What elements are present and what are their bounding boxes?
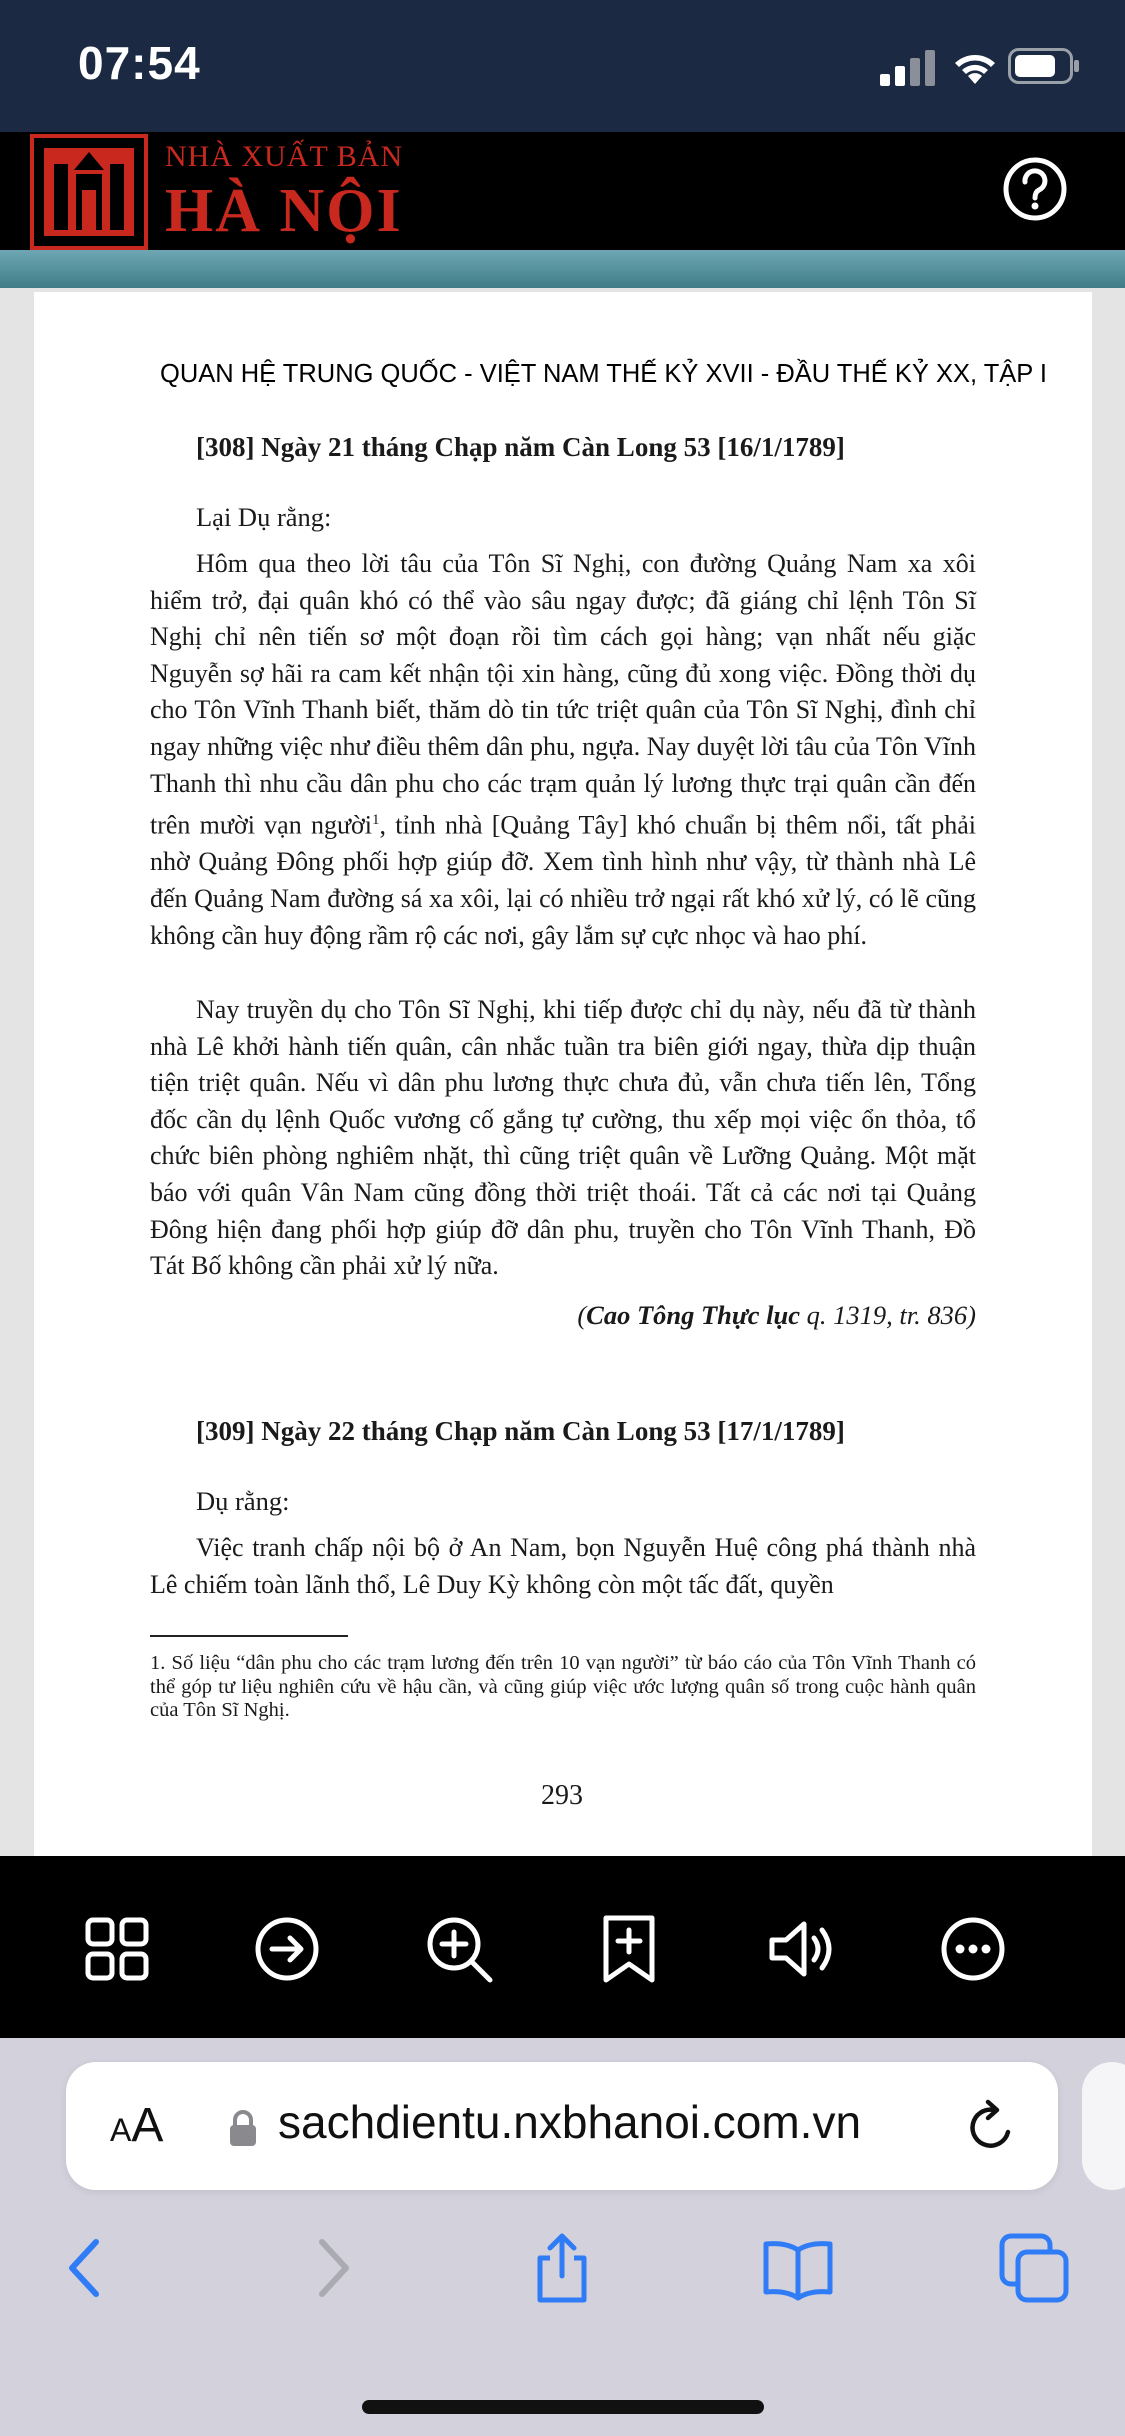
section-lead: Lại Dụ rằng: bbox=[196, 502, 332, 532]
url-text[interactable]: sachdientu.nxbhanoi.com.vn bbox=[278, 2096, 862, 2148]
tabs-icon[interactable] bbox=[998, 2232, 1070, 2304]
back-icon[interactable] bbox=[52, 2232, 124, 2304]
audio-icon[interactable] bbox=[764, 1912, 838, 1986]
bookmarks-icon[interactable] bbox=[762, 2232, 834, 2304]
section-paragraph bbox=[150, 546, 976, 954]
aa-big: A bbox=[131, 2099, 164, 2152]
reader-settings-button[interactable] bbox=[110, 2098, 163, 2153]
cellular-signal-icon bbox=[880, 50, 936, 86]
section-lead: Dụ rằng: bbox=[196, 1486, 290, 1516]
section-paragraph: Việc tranh chấp nội bộ ở An Nam, bọn Nguyễn Huệ công phá thành nhà Lê chiếm toàn lãnh thổ, Lê Duy Kỳ không còn một tấc đất, quyền bbox=[150, 1533, 976, 1599]
page-number: 293 bbox=[541, 1780, 583, 1811]
header-divider bbox=[0, 250, 1125, 288]
more-icon[interactable] bbox=[936, 1912, 1010, 1986]
goto-page-icon[interactable] bbox=[250, 1912, 324, 1986]
section-title: [308] Ngày 21 tháng Chạp năm Càn Long 53 [16/1/1789] bbox=[196, 432, 845, 462]
footnote-divider bbox=[150, 1635, 348, 1637]
section-paragraph: Nay truyền dụ cho Tôn Sĩ Nghị, khi tiếp được chỉ dụ này, nếu đã từ thành nhà Lê khởi hành tiến quân, cân nhắc tuần tra biên giới ngay, thừa dịp thuận tiện triệt quân. Nếu vì dân phu lương thực chưa đủ, vẫn chưa tiến lên, Tổng đốc cần dụ lệnh Quốc vương cố gắng tự cường, thu xếp mọi việc ổn thỏa, tổ chức biên phòng nghiêm nhặt, thì cũng triệt quân về Lưỡng Quảng. Một mặt báo với quân Vân Nam cũng đồng thời triệt thoái. Tất cả các nơi tại Quảng Đông hiện đang phối hợp giúp đỡ dân phu, truyền cho Tôn Vĩnh Thanh, Đồ Tát Bố không cần phải xử lý nữa. bbox=[150, 995, 976, 1281]
citation bbox=[150, 1300, 976, 1331]
next-tab-preview[interactable] bbox=[1082, 2062, 1125, 2190]
battery-icon bbox=[1008, 48, 1080, 84]
reload-icon[interactable] bbox=[964, 2096, 1020, 2156]
citation-paren: ( bbox=[577, 1300, 587, 1330]
paragraph-text: , tỉnh nhà [Quảng Tây] khó chuẩn bị thêm nổi, tất phải nhờ Quảng Đông phối hợp giúp đỡ. Xem tình hình như vậy, từ thành nhà Lê đến Quảng Nam đường sá xa xôi, lại có nhiều trở ngại rất khó xử lý, có lẽ cũng không cần huy động rầm rộ các nơi, gây lắm sự cực nhọc và hao phí. bbox=[150, 810, 976, 950]
citation-detail: q. 1319, tr. 836) bbox=[800, 1300, 976, 1330]
publisher-name-small: NHÀ XUẤT BẢN bbox=[165, 140, 404, 173]
status-time: 07:54 bbox=[78, 37, 201, 89]
zoom-in-icon[interactable] bbox=[422, 1912, 496, 1986]
paragraph-text: Hôm qua theo lời tâu của Tôn Sĩ Nghị, con đường Quảng Nam xa xôi hiểm trở, đại quân khó có thể vào sâu ngay được; đã giáng chỉ lệnh Tôn Sĩ Nghị chỉ nên tiến sơ một đoạn rồi tìm cách gọi hàng; vạn nhất nếu giặc Nguyễn sợ hãi ra cam kết nhận tội xin hàng, cũng đủ xong việc. Đồng thời dụ cho Tôn Vĩnh Thanh biết, thăm dò tin tức triệt quân của Tôn Sĩ Nghị, đình chỉ ngay những việc như điều thêm dân phu, ngựa. Nay duyệt lời tâu của Tôn Vĩnh Thanh thì nhu cầu dân phu cho các trạm quản lý lương thực trại quân cần đến trên mười vạn người bbox=[150, 549, 976, 840]
publisher-logo-icon bbox=[30, 134, 148, 250]
section-title: [309] Ngày 22 tháng Chạp năm Càn Long 53 [17/1/1789] bbox=[196, 1416, 845, 1446]
forward-icon bbox=[294, 2232, 366, 2304]
running-head: QUAN HỆ TRUNG QUỐC - VIỆT NAM THẾ KỶ XVII - ĐẦU THẾ KỶ XX, TẬP I bbox=[160, 360, 1048, 388]
lock-icon bbox=[228, 2108, 258, 2148]
aa-small: A bbox=[110, 2112, 132, 2148]
wifi-icon bbox=[950, 46, 1000, 86]
add-bookmark-icon[interactable] bbox=[592, 1912, 666, 1986]
home-indicator bbox=[362, 2400, 764, 2414]
footnote-reference[interactable]: 1 bbox=[372, 812, 380, 829]
publisher-name-big: HÀ NỘI bbox=[165, 177, 403, 245]
grid-icon[interactable] bbox=[80, 1912, 154, 1986]
help-icon[interactable] bbox=[1002, 156, 1068, 222]
share-icon[interactable] bbox=[526, 2232, 598, 2304]
citation-source: Cao Tông Thực lục bbox=[586, 1300, 801, 1330]
footnote: 1. Số liệu “dân phu cho các trạm lương đến trên 10 vạn người” từ báo cáo của Tôn Vĩnh Thanh có thể góp tư liệu nghiên cứu về hậu cần, và cũng giúp việc ước lượng quân số trong cuộc hành quân của Tôn Sĩ Nghị. bbox=[150, 1652, 976, 1721]
